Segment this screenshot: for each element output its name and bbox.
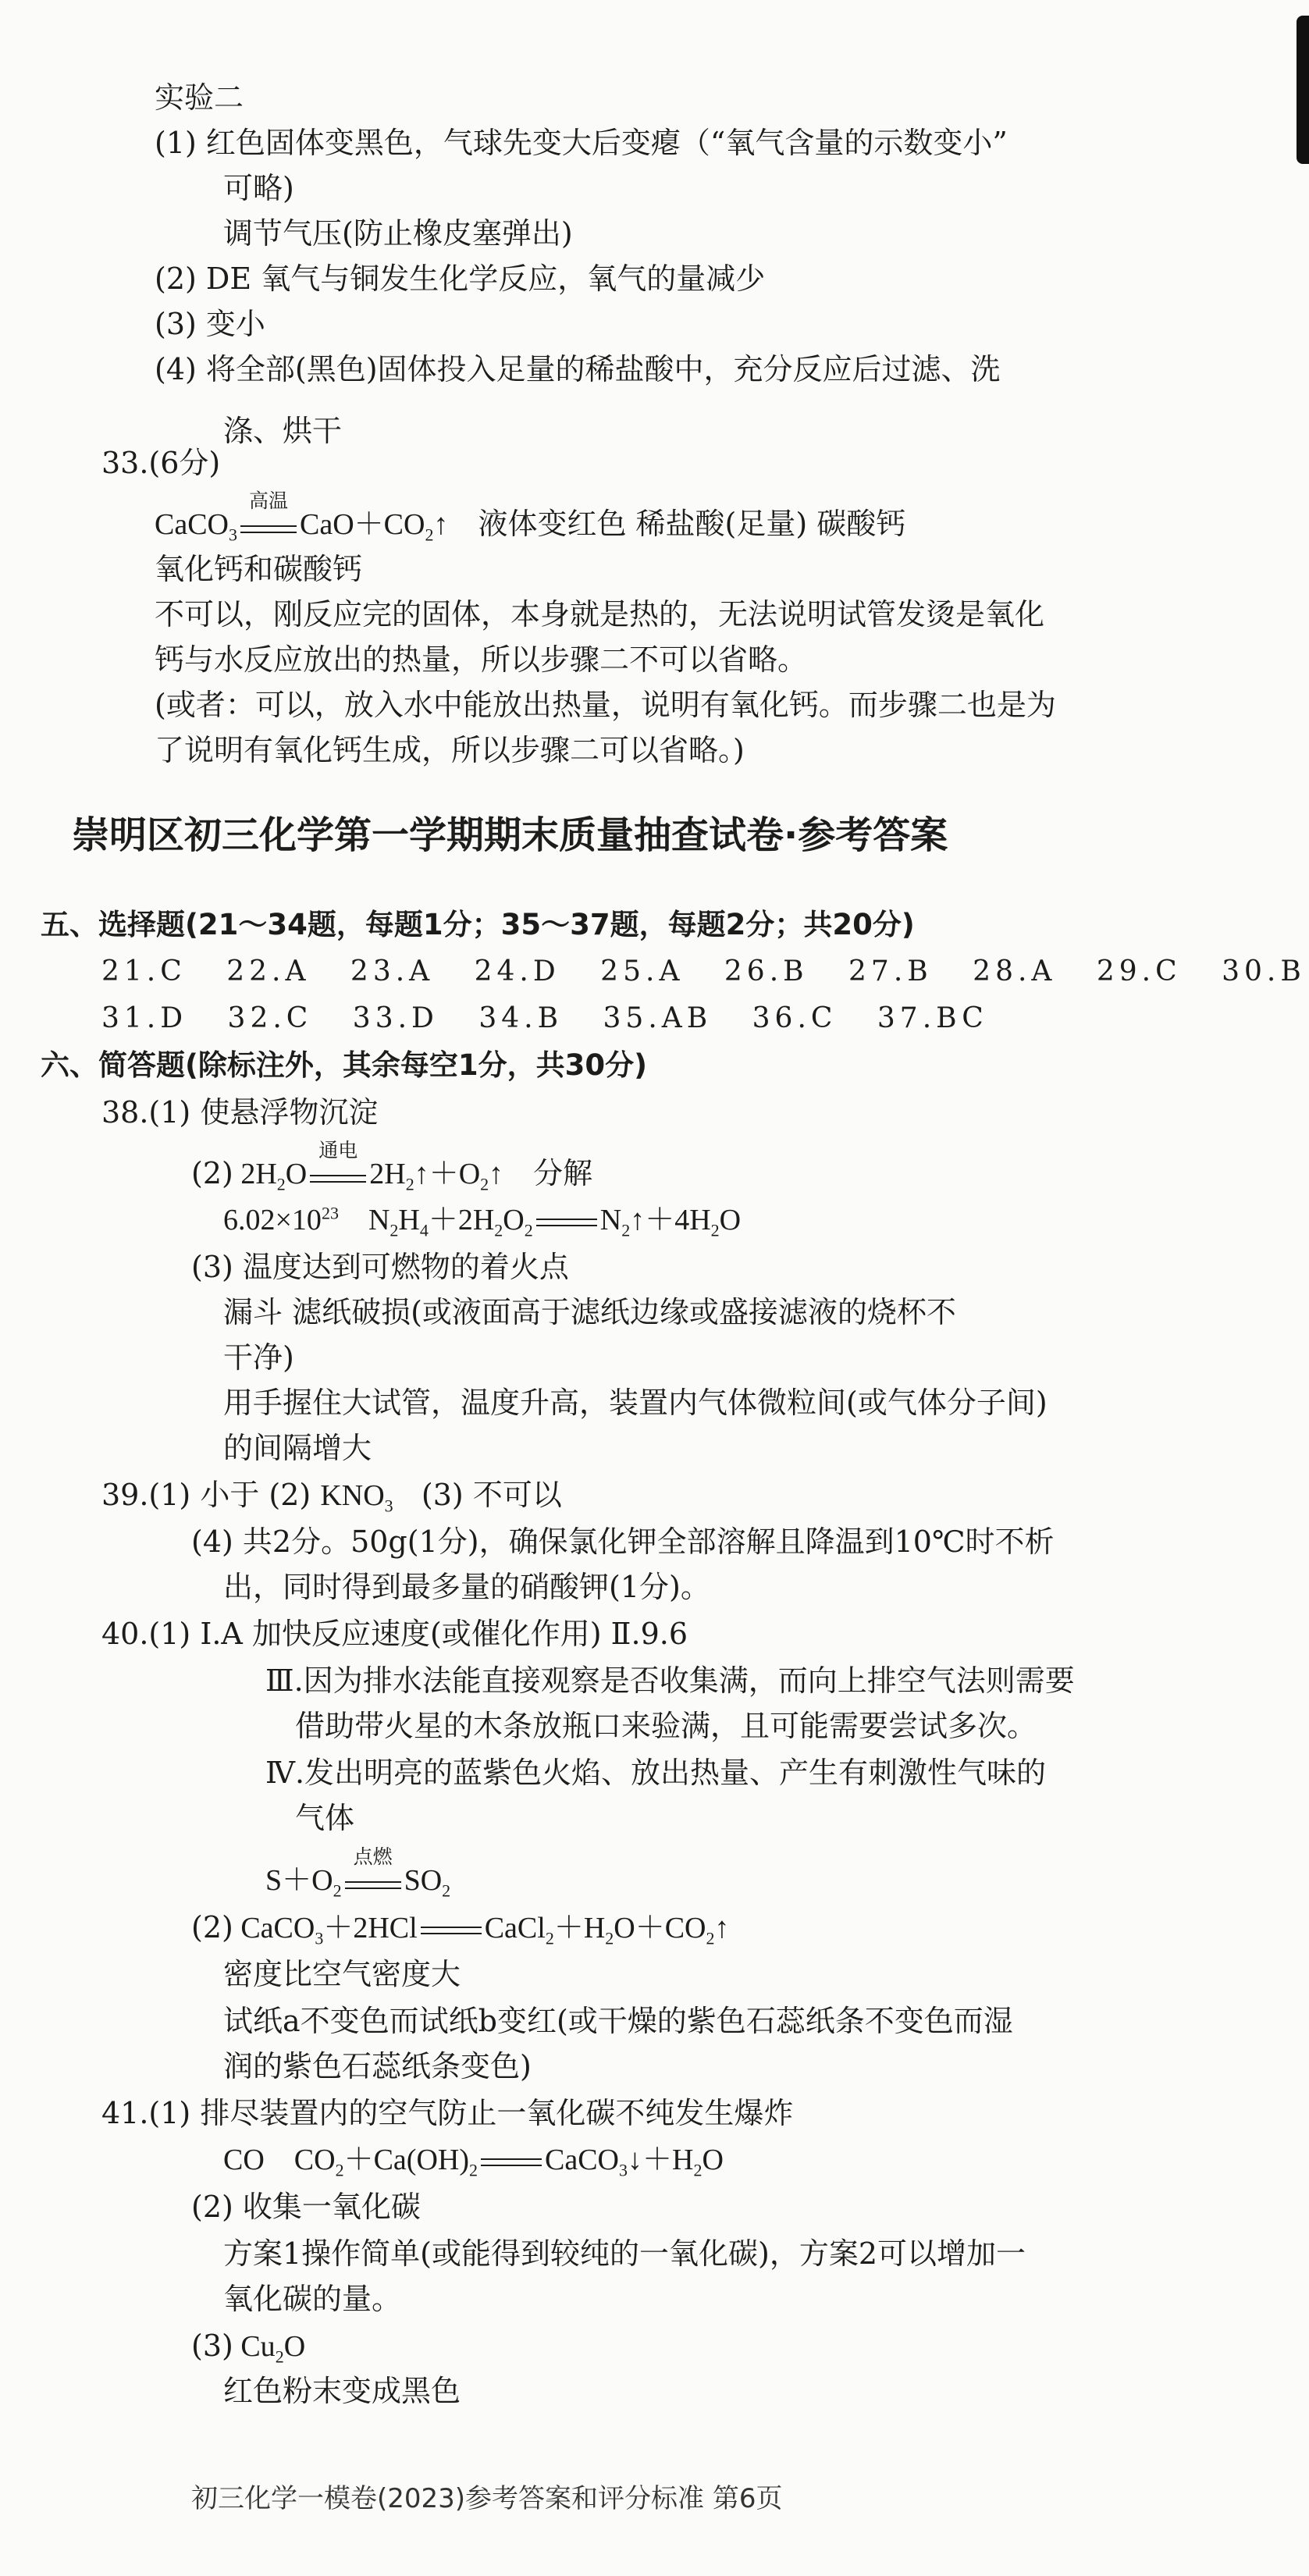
page-edge-mark bbox=[1297, 16, 1309, 164]
q38-answer-3e: 的间隔增大 bbox=[223, 1431, 372, 1465]
q40-answer-4a: Ⅳ.发出明亮的蓝紫色火焰、放出热量、产生有刺激性气味的 bbox=[265, 1756, 1047, 1790]
q40-answer-2-equation: (2) CaCO$_3$＋2HCl $CaCl_2+H_2O+CO_2↑$ bbox=[191, 1910, 730, 1948]
exp2-answer-3: (3) 变小 bbox=[155, 307, 265, 341]
q33-line-5: (或者：可以，放入水中能放出热量，说明有氧化钙。而步骤二也是为 bbox=[155, 688, 1056, 722]
q41-answer-3a: (3) $Cu_2O$ bbox=[191, 2329, 306, 2367]
q41-answer-1: 41.(1) 排尽装置内的空气防止一氧化碳不纯发生爆炸 bbox=[101, 2096, 794, 2130]
exp2-answer-1c: 调节气压(防止橡皮塞弹出) bbox=[223, 216, 573, 251]
q40-answer-2b: 密度比空气密度大 bbox=[223, 1957, 461, 1991]
section-6-heading: 六、简答题(除标注外，其余每空1分，共30分) bbox=[41, 1048, 648, 1082]
q38-answer-3a: (3) 温度达到可燃物的着火点 bbox=[191, 1250, 569, 1284]
q40-answer-4b: 气体 bbox=[295, 1801, 355, 1835]
q40-sulfur-equation: $S+O_2$ 点燃 $SO_2$ bbox=[265, 1845, 451, 1901]
q38-answer-2-equation: (2) $2H_2O$ 通电 $2H_2↑+O_2↑$ 分解 bbox=[191, 1138, 593, 1194]
exp2-title: 实验二 bbox=[155, 80, 244, 115]
page-title: 崇明区初三化学第一学期期末质量抽查试卷·参考答案 bbox=[72, 813, 948, 857]
exp2-answer-1a: (1) 红色固体变黑色，气球先变大后变瘪（“氧气含量的示数变小” bbox=[155, 126, 1008, 160]
q40-answer-1: 40.(1) Ⅰ.A 加快反应速度(或催化作用) Ⅱ.9.6 bbox=[101, 1617, 688, 1651]
q38-answer-3c: 干净) bbox=[223, 1340, 294, 1375]
q33-equation-line: CaCO$_3$ 高温 $CaO+CO_2↑$ 液体变红色 稀盐酸(足量) 碳酸钙 bbox=[155, 489, 906, 545]
q38-answer-2-line-2: $6.02\times 10^{23}$ $N_2H_4+2H_2O_2$ $N_2↑+4H_2O$ bbox=[223, 1203, 742, 1240]
q33-line-3: 不可以，刚反应完的固体，本身就是热的，无法说明试管发烫是氧化 bbox=[155, 597, 1045, 632]
q41-answer-2a: (2) 收集一氧化碳 bbox=[191, 2190, 421, 2224]
reaction-condition: 通电 bbox=[307, 1158, 369, 1196]
section-5-heading: 五、选择题(21～34题，每题1分；35～37题，每题2分；共20分) bbox=[41, 908, 915, 941]
q33-line-6: 了说明有氧化钙生成，所以步骤二可以省略。) bbox=[155, 733, 745, 767]
q38-answer-1: 38.(1) 使悬浮物沉淀 bbox=[101, 1095, 379, 1130]
reaction-condition: 点燃 bbox=[342, 1865, 404, 1902]
q41-answer-1-equation: CO $CO_2+Ca(OH)_2$ $CaCO_3↓+H_2O$ bbox=[223, 2144, 724, 2180]
page-footer: 初三化学一模卷(2023)参考答案和评分标准 第6页 bbox=[191, 2483, 783, 2514]
q41-answer-2b: 方案1操作简单(或能得到较纯的一氧化碳)，方案2可以增加一 bbox=[223, 2236, 1026, 2271]
q33-line-2: 氧化钙和碳酸钙 bbox=[155, 552, 363, 586]
section-5-answers-row-2: 31.D 32.C 33.D 34.B 35.AB 36.C 37.BC bbox=[101, 1002, 988, 1034]
q39-answer-1: 39.(1) 小于 (2) $KNO_3$ (3) 不可以 bbox=[101, 1478, 562, 1516]
emphasis-dot: 、 bbox=[253, 414, 283, 448]
q38-answer-3b: 漏斗 滤纸破损(或液面高于滤纸边缘或盛接滤液的烧杯不 bbox=[223, 1295, 956, 1329]
q40-answer-2c: 试纸a不变色而试纸b变红(或干燥的紫色石蕊纸条不变色而湿 bbox=[223, 2004, 1013, 2038]
exp2-answer-2: (2) DE 氧气与铜发生化学反应，氧气的量减少 bbox=[155, 262, 766, 296]
exp2-answer-1b: 可略) bbox=[223, 171, 294, 205]
q41-answer-2c: 氧化碳的量。 bbox=[223, 2282, 402, 2316]
q40-answer-2d: 润的紫色石蕊纸条变色) bbox=[223, 2049, 532, 2083]
q39-answer-4a: (4) 共2分。50g(1分)，确保氯化钾全部溶解且降温到10℃时不析 bbox=[191, 1525, 1055, 1559]
q33-heading: 33.(6分) bbox=[101, 446, 221, 480]
reaction-condition: 高温 bbox=[237, 509, 300, 546]
q33-line-4: 钙与水反应放出的热量，所以步骤二不可以省略。 bbox=[155, 642, 808, 677]
exp2-answer-4b: 涤、烘干 bbox=[223, 414, 343, 448]
exp2-answer-4a: (4) 将全部(黑色)固体投入足量的稀盐酸中，充分反应后过滤、洗 bbox=[155, 352, 1001, 386]
q41-answer-3b: 红色粉末变成黑色 bbox=[223, 2374, 461, 2408]
section-5-answers-row-1: 21.C 22.A 23.A 24.D 25.A 26.B 27.B 28.A 29.C 30.B bbox=[101, 955, 1306, 987]
q39-answer-4b: 出，同时得到最多量的硝酸钾(1分)。 bbox=[223, 1570, 710, 1604]
q40-answer-3a: Ⅲ.因为排水法能直接观察是否收集满，而向上排空气法则需要 bbox=[265, 1663, 1075, 1698]
q40-answer-3b: 借助带火星的木条放瓶口来验满，且可能需要尝试多次。 bbox=[295, 1709, 1037, 1743]
q38-answer-3d: 用手握住大试管，温度升高，装置内气体微粒间(或气体分子间) bbox=[223, 1386, 1048, 1420]
